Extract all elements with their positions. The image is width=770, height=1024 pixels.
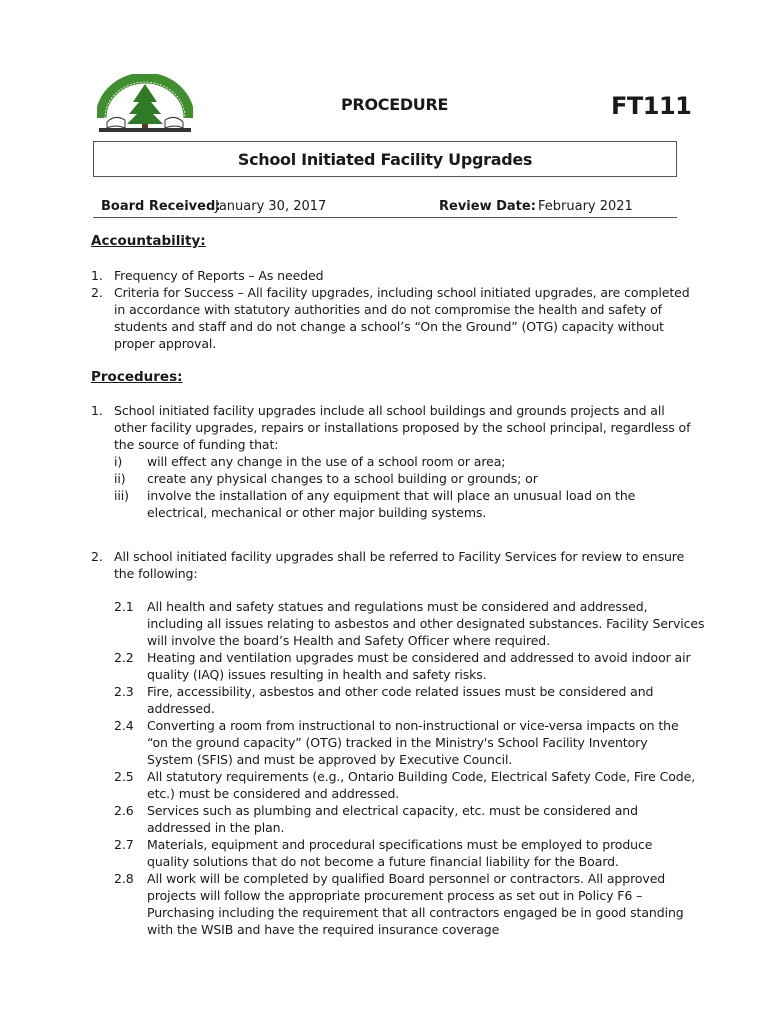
sublist-item: with the WSIB and have the required insurance coverage — [147, 922, 500, 937]
sublist-item: quality solutions that do not become a future financial liability for the Board. — [147, 854, 619, 869]
sublist-number: 2.6 — [114, 803, 134, 818]
sublist-item: Fire, accessibility, asbestos and other code related issues must be considered and — [147, 684, 654, 699]
review-date-value: February 2021 — [538, 199, 633, 214]
board-received-label: Board Received: — [101, 199, 221, 214]
sublist-item: Materials, equipment and procedural specifications must be employed to produce — [147, 837, 653, 852]
sublist-item: involve the installation of any equipment that will place an unusual load on the — [147, 488, 636, 503]
sublist-item: Purchasing including the requirement that all contractors engaged be in good standing — [147, 905, 684, 920]
list-item: in accordance with statutory authorities and do not compromise the health and safety of — [114, 302, 662, 317]
list-item: School initiated facility upgrades include all school buildings and grounds projects and all — [114, 403, 665, 418]
sublist-number: 2.7 — [114, 837, 134, 852]
list-item: All school initiated facility upgrades shall be referred to Facility Services for review to ensure — [114, 549, 685, 564]
sublist-item: Converting a room from instructional to non-instructional or vice-versa impacts on the — [147, 718, 679, 733]
sublist-number: ii) — [114, 471, 126, 486]
list-item: Frequency of Reports – As needed — [114, 268, 324, 283]
page-title — [93, 141, 677, 177]
sublist-item: Heating and ventilation upgrades must be considered and addressed to avoid indoor air — [147, 650, 691, 665]
list-number: 1. — [91, 268, 103, 283]
list-item: the source of funding that: — [114, 437, 279, 452]
review-date-label: Review Date: — [439, 199, 536, 214]
sublist-item: projects will follow the appropriate procurement process as set out in Policy F6 – — [147, 888, 643, 903]
sublist-item: All work will be completed by qualified Board personnel or contractors. All approved — [147, 871, 666, 886]
sublist-item: Services such as plumbing and electrical capacity, etc. must be considered and — [147, 803, 638, 818]
list-number: 2. — [91, 549, 103, 564]
sublist-number: 2.1 — [114, 599, 134, 614]
sublist-item: All statutory requirements (e.g., Ontario Building Code, Electrical Safety Code, Fire Code, — [147, 769, 696, 784]
list-item: the following: — [114, 566, 198, 581]
sublist-number: 2.8 — [114, 871, 134, 886]
list-item: proper approval. — [114, 336, 217, 351]
sublist-item: will involve the board’s Health and Safety Officer where required. — [147, 633, 551, 648]
sublist-item: addressed. — [147, 701, 215, 716]
accountability-heading: Accountability: — [91, 233, 206, 249]
sublist-item: etc.) must be considered and addressed. — [147, 786, 400, 801]
sublist-item: will effect any change in the use of a school room or area; — [147, 454, 506, 469]
sublist-item: create any physical changes to a school building or grounds; or — [147, 471, 538, 486]
sublist-number: iii) — [114, 488, 129, 503]
sublist-item: quality (IAQ) issues resulting in health and safety risks. — [147, 667, 487, 682]
school-board-logo — [97, 74, 193, 134]
sublist-item: All health and safety statues and regulations must be considered and addressed, — [147, 599, 648, 614]
procedure-label: PROCEDURE — [341, 95, 449, 114]
meta-row — [93, 199, 677, 218]
sublist-item: electrical, mechanical or other major building systems. — [147, 505, 487, 520]
sublist-number: i) — [114, 454, 123, 469]
sublist-number: 2.3 — [114, 684, 134, 699]
list-item: other facility upgrades, repairs or installations proposed by the school principal, regardless of — [114, 420, 691, 435]
sublist-number: 2.2 — [114, 650, 134, 665]
board-received-value: January 30, 2017 — [215, 199, 327, 214]
sublist-item: including all issues relating to asbestos and other designated substances. Facility Services — [147, 616, 705, 631]
sublist-item: System (SFIS) and must be approved by Executive Council. — [147, 752, 513, 767]
list-item: Criteria for Success – All facility upgrades, including school initiated upgrades, are completed — [114, 285, 690, 300]
page-title-text: School Initiated Facility Upgrades — [237, 149, 533, 169]
list-item: students and staff and do not change a school’s “On the Ground” (OTG) capacity without — [114, 319, 664, 334]
list-number: 1. — [91, 403, 103, 418]
list-number: 2. — [91, 285, 103, 300]
sublist-item: “on the ground capacity” (OTG) tracked in the Ministry's School Facility Inventory — [147, 735, 648, 750]
procedure-code: FT111 — [611, 92, 692, 120]
sublist-number: 2.5 — [114, 769, 134, 784]
sublist-number: 2.4 — [114, 718, 134, 733]
procedures-heading: Procedures: — [91, 369, 183, 385]
sublist-item: addressed in the plan. — [147, 820, 285, 835]
